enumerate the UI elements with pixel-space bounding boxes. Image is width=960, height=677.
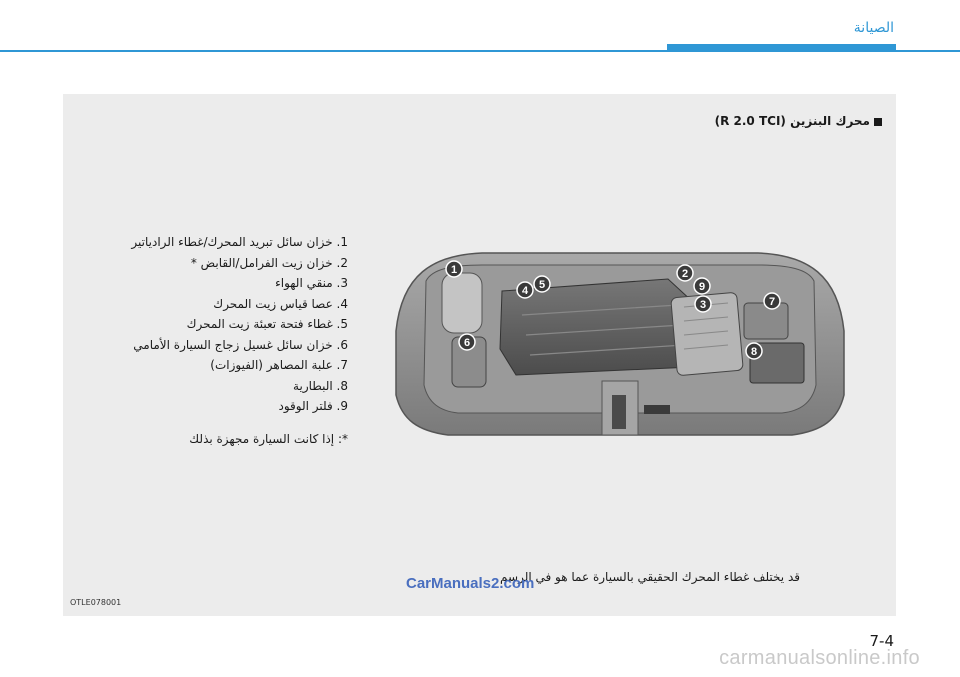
section-title: الصيانة xyxy=(853,20,894,36)
watermark-carmanuals: CarManuals2.com xyxy=(406,575,535,592)
svg-text:7: 7 xyxy=(768,296,776,308)
callout-9 xyxy=(694,278,710,294)
callout-6 xyxy=(459,334,475,350)
svg-text:3: 3 xyxy=(699,299,707,311)
callout-4 xyxy=(517,282,533,298)
engine-bay-diagram xyxy=(392,245,848,467)
engine-heading xyxy=(715,114,882,128)
svg-text:4: 4 xyxy=(521,285,529,297)
fuse-box xyxy=(744,303,788,339)
svg-text:2: 2 xyxy=(681,268,689,280)
callout-3 xyxy=(695,296,711,312)
engine-heading-text: محرك البنزين (R 2.0 TCI) xyxy=(714,114,870,128)
legend-item: 2. خزان زيت الفرامل/القابض * xyxy=(190,255,348,270)
callout-1 xyxy=(446,261,462,277)
callout-7 xyxy=(764,293,780,309)
svg-text:1: 1 xyxy=(450,264,458,276)
page-number: 7-4 xyxy=(869,632,894,650)
diagram-caption: قد يختلف غطاء المحرك الحقيقي بالسيارة عما هو في الرسم xyxy=(500,570,800,584)
header-rule-accent xyxy=(667,44,896,52)
latch-handle xyxy=(612,395,626,429)
legend-item: 1. خزان سائل تبريد المحرك/غطاء الرادياتير xyxy=(131,235,348,249)
warning-label xyxy=(644,405,670,414)
svg-text:6: 6 xyxy=(463,337,471,349)
legend-note: *: إذا كانت السيارة مجهزة بذلك xyxy=(189,431,348,446)
legend-item: 4. عصا قياس زيت المحرك xyxy=(213,296,348,311)
legend-item: 7. علبة المصاهر (الفيوزات) xyxy=(210,358,348,372)
watermark-site: carmanualsonline.info xyxy=(719,647,920,669)
svg-text:9: 9 xyxy=(698,281,706,293)
callout-8 xyxy=(746,343,762,359)
callout-2 xyxy=(677,265,693,281)
callout-5 xyxy=(534,276,550,292)
legend-item: 6. خزان سائل غسيل زجاج السيارة الأمامي xyxy=(133,337,348,352)
image-code: OTLE078001 xyxy=(70,598,122,607)
svg-text:5: 5 xyxy=(538,279,546,291)
legend-item: 3. منقي الهواء xyxy=(275,276,348,290)
legend-item: 9. فلتر الوقود xyxy=(278,399,348,413)
square-bullet-icon xyxy=(874,118,882,126)
svg-text:8: 8 xyxy=(750,346,758,358)
coolant-reservoir xyxy=(442,273,482,333)
component-legend xyxy=(103,232,348,449)
legend-item: 5. غطاء فتحة تعبئة زيت المحرك xyxy=(186,317,348,331)
legend-item: 8. البطارية xyxy=(293,378,348,393)
